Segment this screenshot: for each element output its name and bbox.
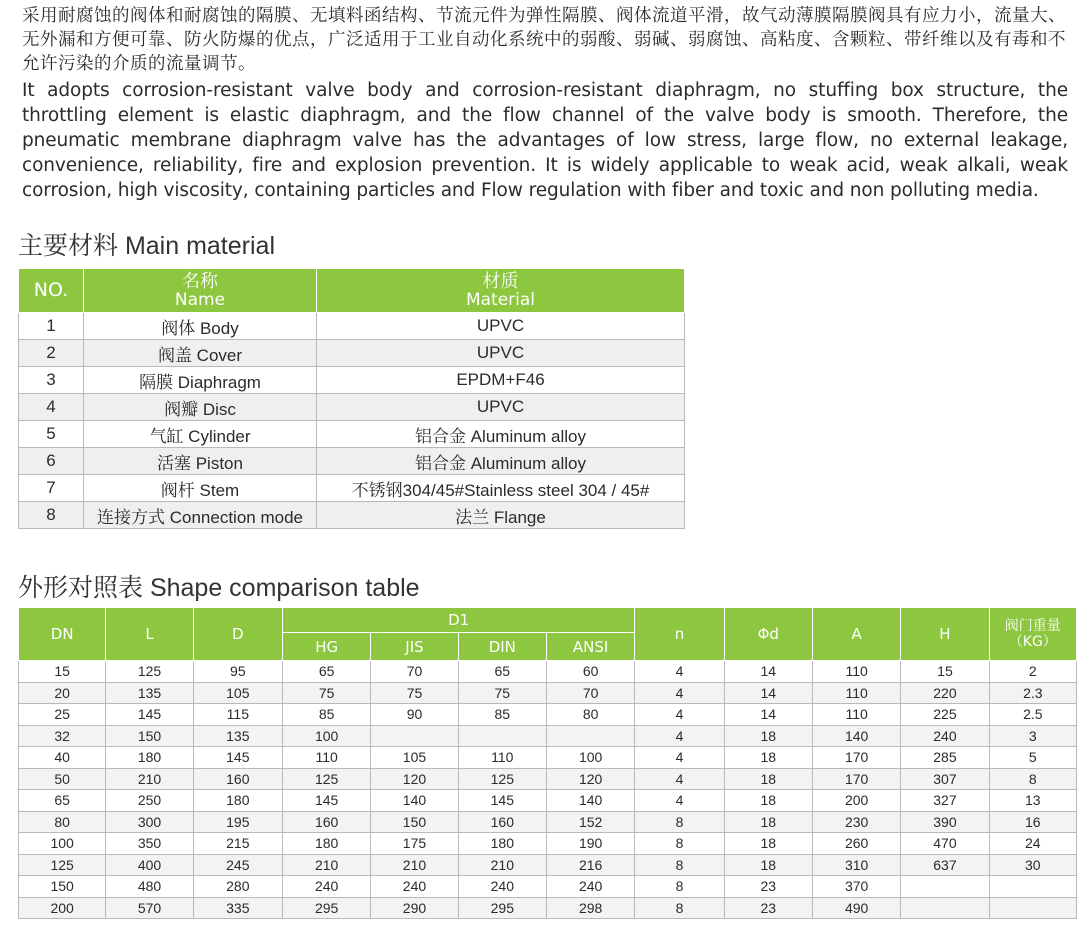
material-cell-name: 气缸 Cylinder bbox=[84, 421, 317, 448]
shape-header-d1: D1 bbox=[282, 608, 634, 633]
material-row bbox=[19, 340, 685, 367]
material-cell-no: 6 bbox=[19, 448, 84, 475]
material-cell-no: 2 bbox=[19, 340, 84, 367]
shape-cell-ansi: 140 bbox=[546, 790, 634, 812]
shape-cell-a: 230 bbox=[812, 811, 900, 833]
shape-cell-dn: 32 bbox=[19, 725, 106, 747]
shape-cell-l: 250 bbox=[106, 790, 193, 812]
shape-cell-phid: 18 bbox=[724, 790, 812, 812]
shape-cell-jis: 140 bbox=[371, 790, 458, 812]
shape-cell-n: 8 bbox=[635, 854, 724, 876]
shape-cell-phid: 14 bbox=[724, 682, 812, 704]
shape-cell-a: 260 bbox=[812, 833, 900, 855]
material-table-body bbox=[19, 313, 685, 529]
shape-cell-a: 140 bbox=[812, 725, 900, 747]
material-cell-no: 3 bbox=[19, 367, 84, 394]
shape-cell-hg: 125 bbox=[282, 768, 370, 790]
material-cell-no: 1 bbox=[19, 313, 84, 340]
shape-cell-d: 160 bbox=[193, 768, 282, 790]
shape-header-n: n bbox=[635, 608, 724, 661]
material-cell-material: 法兰 Flange bbox=[317, 502, 685, 529]
shape-cell-ansi: 100 bbox=[546, 747, 634, 769]
shape-cell-din: 145 bbox=[458, 790, 546, 812]
material-cell-material: 不锈钢304/45#Stainless steel 304 / 45# bbox=[317, 475, 685, 502]
shape-cell-ansi: 152 bbox=[546, 811, 634, 833]
shape-cell-din: 125 bbox=[458, 768, 546, 790]
shape-cell-jis: 90 bbox=[371, 704, 458, 726]
shape-cell-d: 105 bbox=[193, 682, 282, 704]
material-header-row bbox=[19, 269, 685, 313]
intro-text bbox=[22, 4, 1068, 203]
shape-cell-n: 4 bbox=[635, 725, 724, 747]
material-row bbox=[19, 502, 685, 529]
shape-cell-a: 370 bbox=[812, 876, 900, 898]
intro-chinese-paragraph: 采用耐腐蚀的阀体和耐腐蚀的隔膜、无填料函结构、节流元件为弹性隔膜、阀体流道平滑，故气动薄膜隔膜阀具有应力小，流量大、无外漏和方便可靠、防火防爆的优点，广泛适用于工业自动化系统中的弱酸、弱碱、弱腐蚀、高粘度、含颗粒、带纤维以及有毒和不允许污染的介质的流量调节。 bbox=[22, 6, 1066, 74]
shape-row bbox=[19, 682, 1077, 704]
shape-cell-d: 95 bbox=[193, 661, 282, 683]
shape-cell-din: 160 bbox=[458, 811, 546, 833]
shape-cell-dn: 100 bbox=[19, 833, 106, 855]
material-row bbox=[19, 394, 685, 421]
material-row bbox=[19, 313, 685, 340]
material-cell-no: 4 bbox=[19, 394, 84, 421]
shape-cell-dn: 50 bbox=[19, 768, 106, 790]
shape-cell-ansi: 240 bbox=[546, 876, 634, 898]
material-cell-name: 阀瓣 Disc bbox=[84, 394, 317, 421]
shape-cell-weight: 2.3 bbox=[989, 682, 1076, 704]
shape-cell-weight: 2 bbox=[989, 661, 1076, 683]
shape-cell-ansi: 70 bbox=[546, 682, 634, 704]
shape-cell-din: 240 bbox=[458, 876, 546, 898]
shape-header-a: A bbox=[812, 608, 900, 661]
shape-cell-hg: 65 bbox=[282, 661, 370, 683]
shape-row bbox=[19, 854, 1077, 876]
shape-cell-din: 65 bbox=[458, 661, 546, 683]
shape-cell-a: 490 bbox=[812, 897, 900, 919]
material-cell-material: UPVC bbox=[317, 340, 685, 367]
shape-cell-din: 75 bbox=[458, 682, 546, 704]
shape-cell-h: 225 bbox=[901, 704, 989, 726]
material-header-material-en: Material bbox=[465, 289, 536, 310]
material-cell-name: 阀体 Body bbox=[84, 313, 317, 340]
shape-cell-d: 145 bbox=[193, 747, 282, 769]
shape-cell-h: 470 bbox=[901, 833, 989, 855]
shape-cell-l: 180 bbox=[106, 747, 193, 769]
shape-cell-hg: 180 bbox=[282, 833, 370, 855]
shape-cell-h: 220 bbox=[901, 682, 989, 704]
shape-row bbox=[19, 897, 1077, 919]
shape-cell-n: 4 bbox=[635, 661, 724, 683]
shape-header-l: L bbox=[106, 608, 193, 661]
shape-cell-jis: 75 bbox=[371, 682, 458, 704]
shape-cell-dn: 80 bbox=[19, 811, 106, 833]
shape-cell-d: 135 bbox=[193, 725, 282, 747]
material-cell-material: 铝合金 Aluminum alloy bbox=[317, 421, 685, 448]
shape-cell-ansi: 216 bbox=[546, 854, 634, 876]
shape-cell-l: 210 bbox=[106, 768, 193, 790]
material-header-no: NO. bbox=[19, 269, 84, 313]
shape-row bbox=[19, 790, 1077, 812]
main-material-table bbox=[18, 268, 685, 529]
shape-cell-jis: 290 bbox=[371, 897, 458, 919]
shape-cell-l: 570 bbox=[106, 897, 193, 919]
shape-cell-weight bbox=[989, 897, 1076, 919]
shape-cell-h: 240 bbox=[901, 725, 989, 747]
shape-cell-d: 245 bbox=[193, 854, 282, 876]
shape-cell-a: 170 bbox=[812, 768, 900, 790]
shape-cell-din: 295 bbox=[458, 897, 546, 919]
shape-cell-n: 8 bbox=[635, 811, 724, 833]
material-cell-no: 8 bbox=[19, 502, 84, 529]
shape-cell-weight: 13 bbox=[989, 790, 1076, 812]
shape-cell-n: 4 bbox=[635, 682, 724, 704]
shape-cell-ansi: 120 bbox=[546, 768, 634, 790]
shape-cell-weight: 16 bbox=[989, 811, 1076, 833]
shape-header-weight-zh: 阀门重量 bbox=[1004, 618, 1061, 634]
shape-header-d: D bbox=[193, 608, 282, 661]
shape-cell-phid: 14 bbox=[724, 661, 812, 683]
shape-cell-h bbox=[901, 876, 989, 898]
shape-cell-weight: 2.5 bbox=[989, 704, 1076, 726]
shape-cell-hg: 240 bbox=[282, 876, 370, 898]
shape-cell-a: 310 bbox=[812, 854, 900, 876]
shape-cell-dn: 25 bbox=[19, 704, 106, 726]
shape-cell-h: 637 bbox=[901, 854, 989, 876]
shape-cell-n: 8 bbox=[635, 833, 724, 855]
shape-cell-weight: 5 bbox=[989, 747, 1076, 769]
shape-cell-h: 285 bbox=[901, 747, 989, 769]
shape-cell-hg: 145 bbox=[282, 790, 370, 812]
shape-row bbox=[19, 833, 1077, 855]
material-cell-material: UPVC bbox=[317, 394, 685, 421]
shape-header-hg: HG bbox=[282, 633, 370, 661]
shape-header-jis: JIS bbox=[371, 633, 458, 661]
shape-cell-jis: 150 bbox=[371, 811, 458, 833]
shape-cell-h: 390 bbox=[901, 811, 989, 833]
material-header-name-zh: 名称 bbox=[182, 270, 218, 292]
shape-cell-hg: 210 bbox=[282, 854, 370, 876]
shape-cell-phid: 18 bbox=[724, 725, 812, 747]
shape-cell-n: 8 bbox=[635, 897, 724, 919]
shape-cell-n: 4 bbox=[635, 704, 724, 726]
material-cell-material: 铝合金 Aluminum alloy bbox=[317, 448, 685, 475]
shape-cell-dn: 20 bbox=[19, 682, 106, 704]
shape-cell-din: 110 bbox=[458, 747, 546, 769]
material-cell-no: 5 bbox=[19, 421, 84, 448]
shape-cell-hg: 100 bbox=[282, 725, 370, 747]
shape-header-row-1 bbox=[19, 608, 1077, 633]
shape-row bbox=[19, 661, 1077, 683]
shape-header-ansi: ANSI bbox=[546, 633, 634, 661]
shape-header-dn: DN bbox=[19, 608, 106, 661]
shape-cell-d: 180 bbox=[193, 790, 282, 812]
shape-header-weight-unit: （KG） bbox=[1008, 634, 1057, 650]
shape-cell-phid: 18 bbox=[724, 747, 812, 769]
shape-cell-n: 4 bbox=[635, 747, 724, 769]
intro-english-paragraph: It adopts corrosion-resistant valve body and corrosion-resistant diaphragm, no stuffing box structure, the throttling element is elastic diaphragm, and the flow channel of the valve body is smooth. Therefore, the pneumatic membrane diaphragm valve has the advantages of low stress, large flow, no external leakage, convenience, reliability, fire and explosion prevention. It is widely applicable to weak acid, weak alkali, weak corrosion, high viscosity, containing particles and Flow regulation with fiber and toxic and non polluting media. bbox=[22, 80, 1068, 201]
shape-cell-l: 150 bbox=[106, 725, 193, 747]
shape-cell-phid: 18 bbox=[724, 833, 812, 855]
shape-cell-jis: 120 bbox=[371, 768, 458, 790]
shape-cell-jis: 175 bbox=[371, 833, 458, 855]
shape-table-body bbox=[19, 661, 1077, 919]
shape-cell-l: 400 bbox=[106, 854, 193, 876]
shape-cell-phid: 18 bbox=[724, 768, 812, 790]
material-row bbox=[19, 475, 685, 502]
shape-cell-weight: 30 bbox=[989, 854, 1076, 876]
material-row bbox=[19, 367, 685, 394]
material-cell-material: UPVC bbox=[317, 313, 685, 340]
shape-cell-phid: 18 bbox=[724, 811, 812, 833]
shape-cell-jis bbox=[371, 725, 458, 747]
shape-cell-dn: 150 bbox=[19, 876, 106, 898]
shape-cell-l: 300 bbox=[106, 811, 193, 833]
shape-cell-din bbox=[458, 725, 546, 747]
shape-cell-n: 4 bbox=[635, 790, 724, 812]
shape-comparison-table bbox=[18, 607, 1077, 919]
shape-cell-ansi bbox=[546, 725, 634, 747]
shape-cell-phid: 23 bbox=[724, 876, 812, 898]
shape-cell-n: 8 bbox=[635, 876, 724, 898]
shape-cell-ansi: 190 bbox=[546, 833, 634, 855]
shape-row bbox=[19, 876, 1077, 898]
material-section-title: 主要材料 Main material bbox=[18, 232, 275, 260]
shape-row bbox=[19, 747, 1077, 769]
material-row bbox=[19, 421, 685, 448]
shape-cell-ansi: 60 bbox=[546, 661, 634, 683]
shape-cell-l: 145 bbox=[106, 704, 193, 726]
shape-cell-l: 350 bbox=[106, 833, 193, 855]
shape-cell-d: 115 bbox=[193, 704, 282, 726]
material-header-name bbox=[84, 269, 317, 313]
material-header-material bbox=[317, 269, 685, 313]
material-cell-name: 阀盖 Cover bbox=[84, 340, 317, 367]
material-cell-name: 连接方式 Connection mode bbox=[84, 502, 317, 529]
shape-cell-h: 307 bbox=[901, 768, 989, 790]
material-cell-material: EPDM+F46 bbox=[317, 367, 685, 394]
shape-cell-jis: 240 bbox=[371, 876, 458, 898]
shape-cell-l: 125 bbox=[106, 661, 193, 683]
shape-cell-hg: 85 bbox=[282, 704, 370, 726]
shape-cell-din: 180 bbox=[458, 833, 546, 855]
shape-cell-n: 4 bbox=[635, 768, 724, 790]
shape-cell-h bbox=[901, 897, 989, 919]
shape-cell-a: 110 bbox=[812, 682, 900, 704]
shape-cell-phid: 18 bbox=[724, 854, 812, 876]
shape-cell-a: 110 bbox=[812, 661, 900, 683]
shape-cell-h: 15 bbox=[901, 661, 989, 683]
shape-cell-hg: 75 bbox=[282, 682, 370, 704]
shape-cell-din: 210 bbox=[458, 854, 546, 876]
shape-cell-l: 480 bbox=[106, 876, 193, 898]
shape-cell-hg: 295 bbox=[282, 897, 370, 919]
shape-cell-d: 335 bbox=[193, 897, 282, 919]
shape-header-phid: Φd bbox=[724, 608, 812, 661]
shape-cell-ansi: 80 bbox=[546, 704, 634, 726]
shape-header-weight bbox=[989, 608, 1076, 661]
shape-row bbox=[19, 811, 1077, 833]
material-cell-name: 阀杆 Stem bbox=[84, 475, 317, 502]
shape-cell-d: 195 bbox=[193, 811, 282, 833]
shape-cell-dn: 15 bbox=[19, 661, 106, 683]
shape-cell-weight: 3 bbox=[989, 725, 1076, 747]
shape-section-title: 外形对照表 Shape comparison table bbox=[18, 574, 420, 602]
shape-cell-dn: 200 bbox=[19, 897, 106, 919]
shape-cell-weight bbox=[989, 876, 1076, 898]
shape-cell-dn: 65 bbox=[19, 790, 106, 812]
shape-row bbox=[19, 725, 1077, 747]
shape-row bbox=[19, 704, 1077, 726]
material-row bbox=[19, 448, 685, 475]
shape-cell-a: 110 bbox=[812, 704, 900, 726]
shape-cell-weight: 24 bbox=[989, 833, 1076, 855]
shape-cell-hg: 160 bbox=[282, 811, 370, 833]
material-cell-no: 7 bbox=[19, 475, 84, 502]
shape-cell-jis: 105 bbox=[371, 747, 458, 769]
shape-cell-d: 215 bbox=[193, 833, 282, 855]
shape-cell-d: 280 bbox=[193, 876, 282, 898]
shape-cell-din: 85 bbox=[458, 704, 546, 726]
shape-header-din: DIN bbox=[458, 633, 546, 661]
shape-cell-a: 200 bbox=[812, 790, 900, 812]
material-header-material-zh: 材质 bbox=[482, 270, 519, 292]
shape-cell-ansi: 298 bbox=[546, 897, 634, 919]
shape-cell-weight: 8 bbox=[989, 768, 1076, 790]
shape-cell-phid: 14 bbox=[724, 704, 812, 726]
material-header-name-en: Name bbox=[174, 289, 226, 310]
shape-cell-a: 170 bbox=[812, 747, 900, 769]
shape-cell-jis: 210 bbox=[371, 854, 458, 876]
shape-cell-dn: 125 bbox=[19, 854, 106, 876]
shape-cell-dn: 40 bbox=[19, 747, 106, 769]
shape-cell-l: 135 bbox=[106, 682, 193, 704]
shape-cell-phid: 23 bbox=[724, 897, 812, 919]
material-cell-name: 隔膜 Diaphragm bbox=[84, 367, 317, 394]
shape-header-h: H bbox=[901, 608, 989, 661]
shape-cell-jis: 70 bbox=[371, 661, 458, 683]
material-cell-name: 活塞 Piston bbox=[84, 448, 317, 475]
shape-cell-hg: 110 bbox=[282, 747, 370, 769]
shape-row bbox=[19, 768, 1077, 790]
shape-cell-h: 327 bbox=[901, 790, 989, 812]
